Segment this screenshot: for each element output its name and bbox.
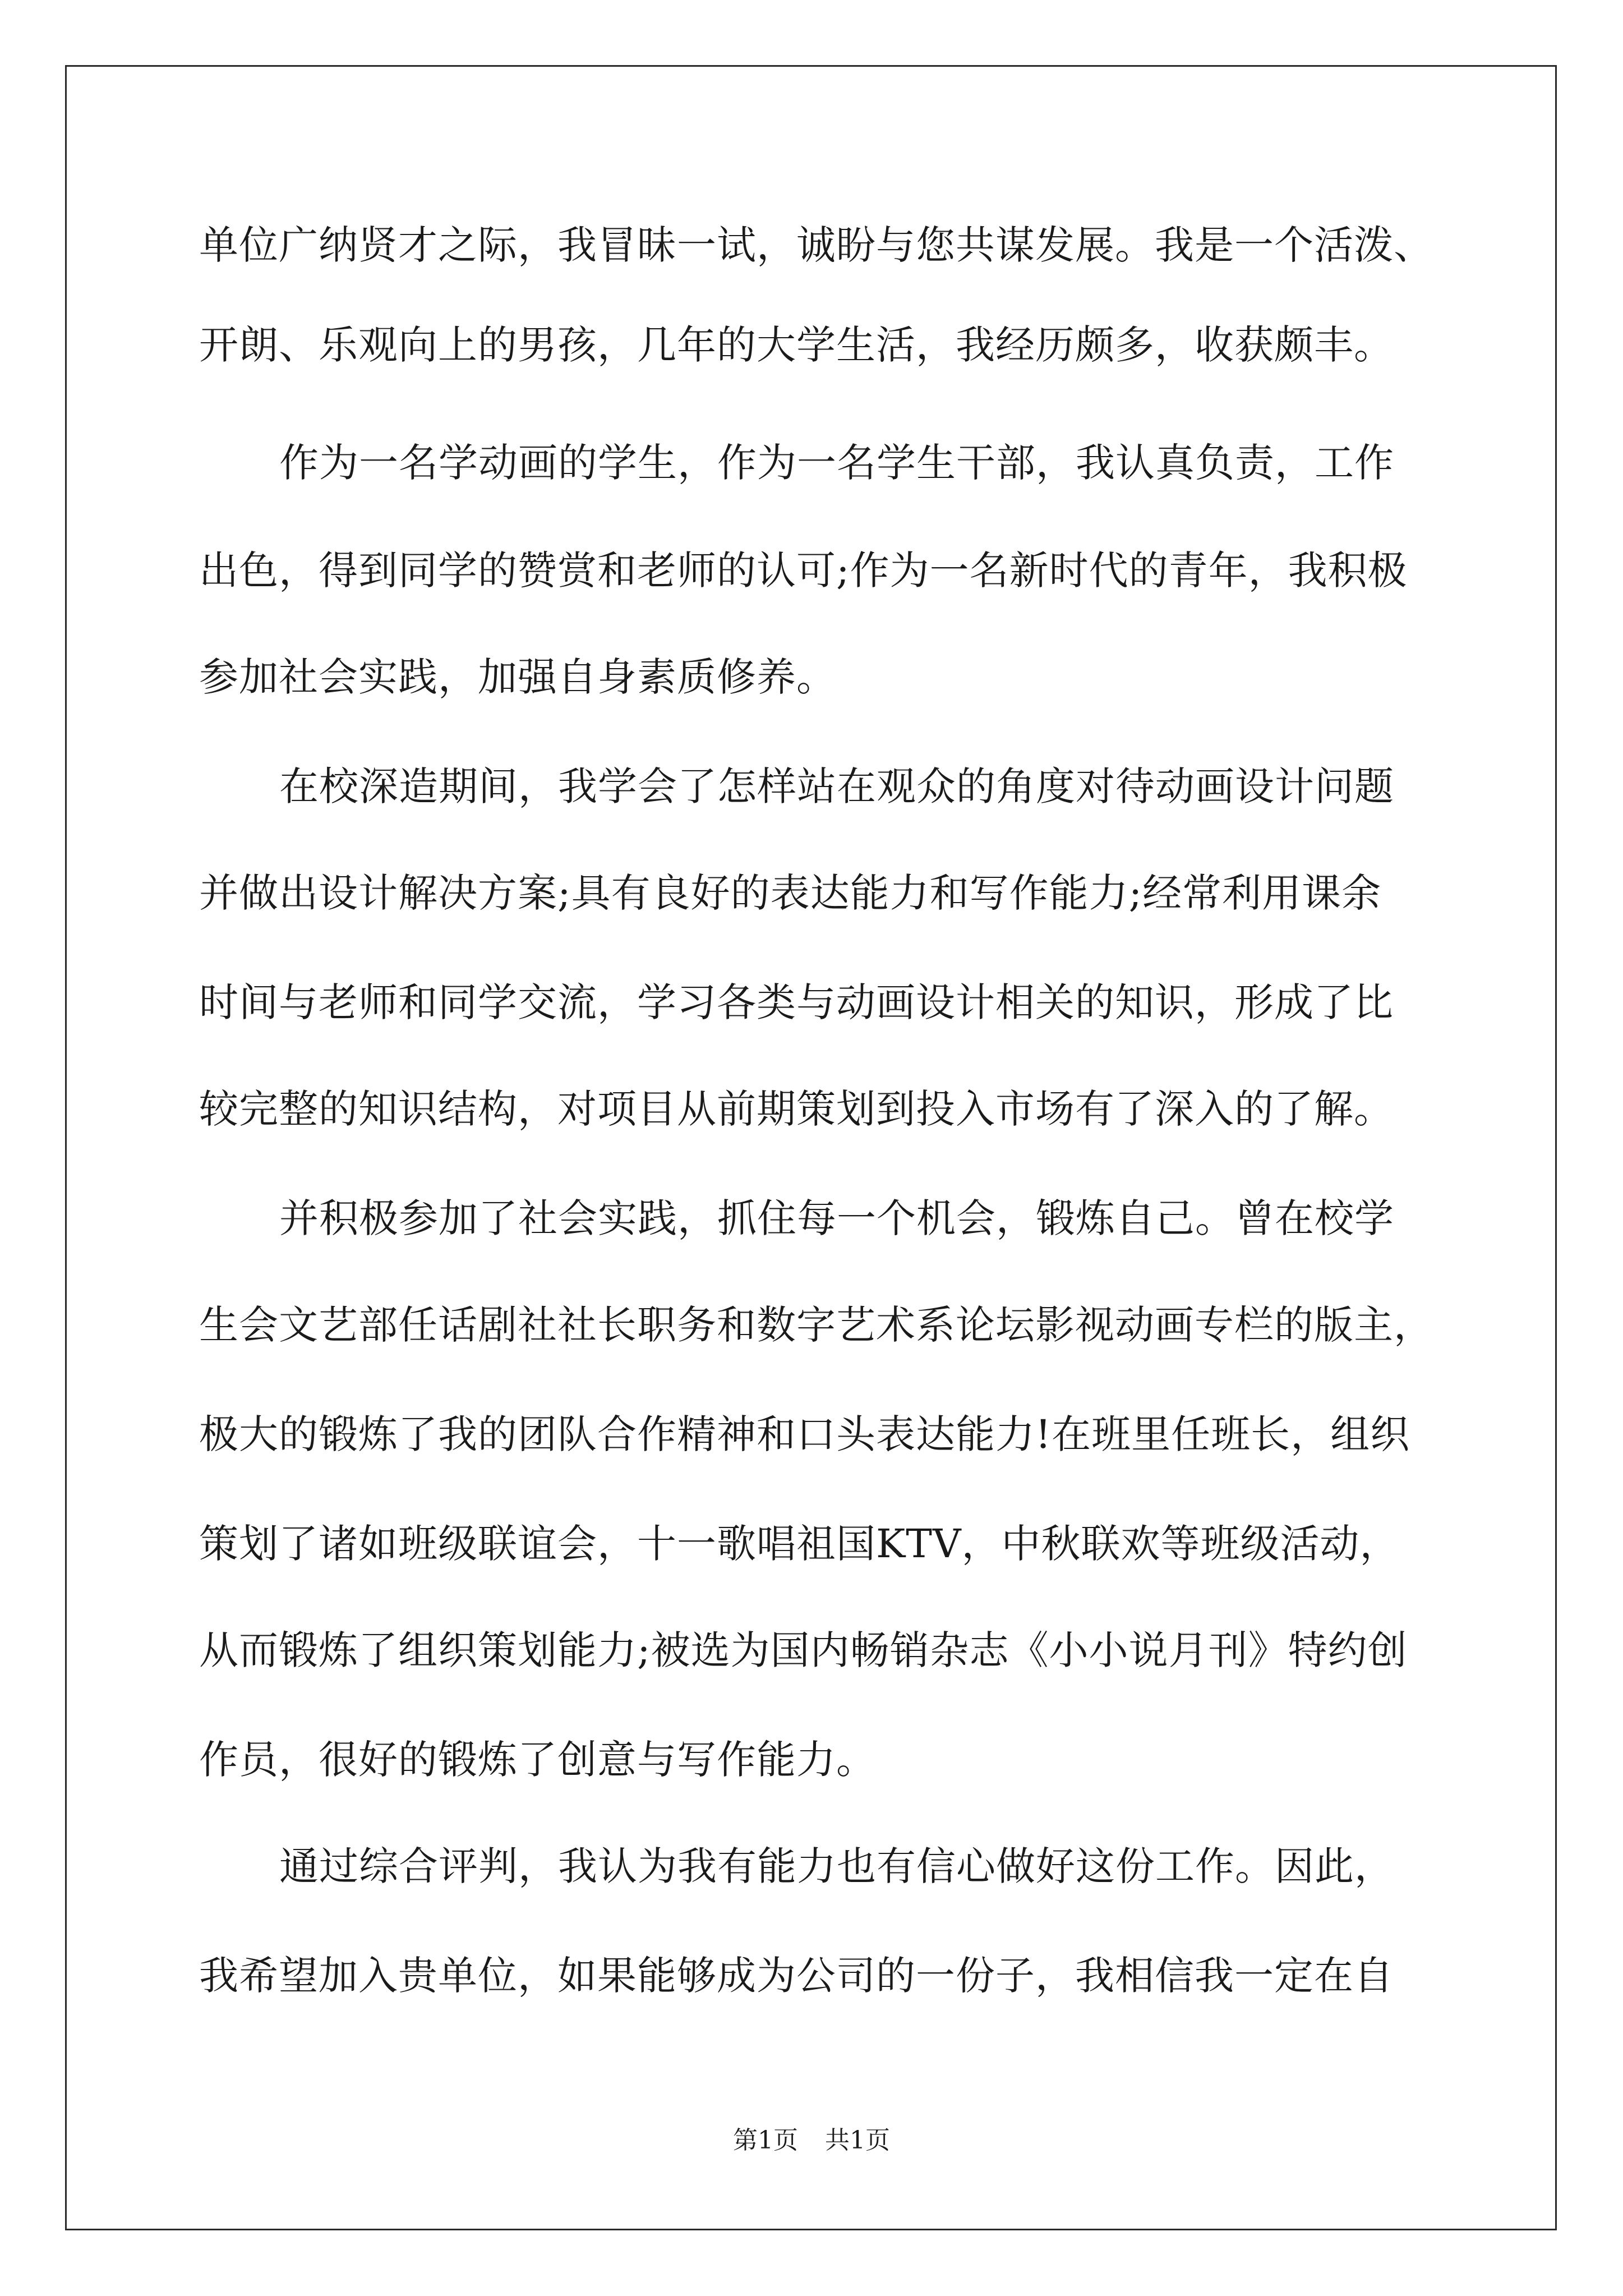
text-line: 开朗、乐观向上的男孩，几年的大学生活，我经历颇多，收获颇丰。: [199, 322, 1394, 368]
page-border: [65, 65, 1557, 2230]
page-number: 第1页: [733, 2126, 798, 2155]
page-total: 共1页: [825, 2126, 890, 2155]
text-line: 作为一名学动画的学生，作为一名学生干部，我认真负责，工作: [279, 440, 1394, 486]
text-line: 作员，很好的锻炼了创意与写作能力。: [199, 1737, 876, 1783]
text-line: 生会文艺部任话剧社社长职务和数字艺术系论坛影视动画专栏的版主，: [199, 1302, 1433, 1348]
text-line: 时间与老师和同学交流，学习各类与动画设计相关的知识，形成了比: [199, 979, 1394, 1025]
text-line: 在校深造期间，我学会了怎样站在观众的角度对待动画设计问题: [279, 763, 1394, 809]
text-line: 并积极参加了社会实践，抓住每一个机会，锻炼自己。曾在校学: [279, 1195, 1394, 1241]
text-line: 较完整的知识结构，对项目从前期策划到投入市场有了深入的了解。: [199, 1086, 1394, 1132]
page-footer: [0, 2128, 1623, 2153]
text-line: 我希望加入贵单位，如果能够成为公司的一份子，我相信我一定在自: [199, 1953, 1394, 1999]
text-line: 并做出设计解决方案;具有良好的表达能力和写作能力;经常利用课余: [199, 870, 1382, 916]
text-line: 从而锻炼了组织策划能力;被选为国内畅销杂志《小小说月刊》特约创: [199, 1627, 1408, 1673]
text-line: 参加社会实践，加强自身素质修养。: [199, 654, 836, 700]
text-line: 策划了诸如班级联谊会，十一歌唱祖国KTV，中秋联欢等班级活动，: [199, 1521, 1400, 1567]
text-line: 出色，得到同学的赞赏和老师的认可;作为一名新时代的青年，我积极: [199, 547, 1408, 593]
text-line: 极大的锻炼了我的团队合作精神和口头表达能力!在班里任班长，组织: [199, 1411, 1410, 1457]
text-line: 通过综合评判，我认为我有能力也有信心做好这份工作。因此，: [279, 1843, 1394, 1889]
text-line: 单位广纳贤才之际，我冒昧一试，诚盼与您共谋发展。我是一个活泼、: [199, 222, 1433, 268]
